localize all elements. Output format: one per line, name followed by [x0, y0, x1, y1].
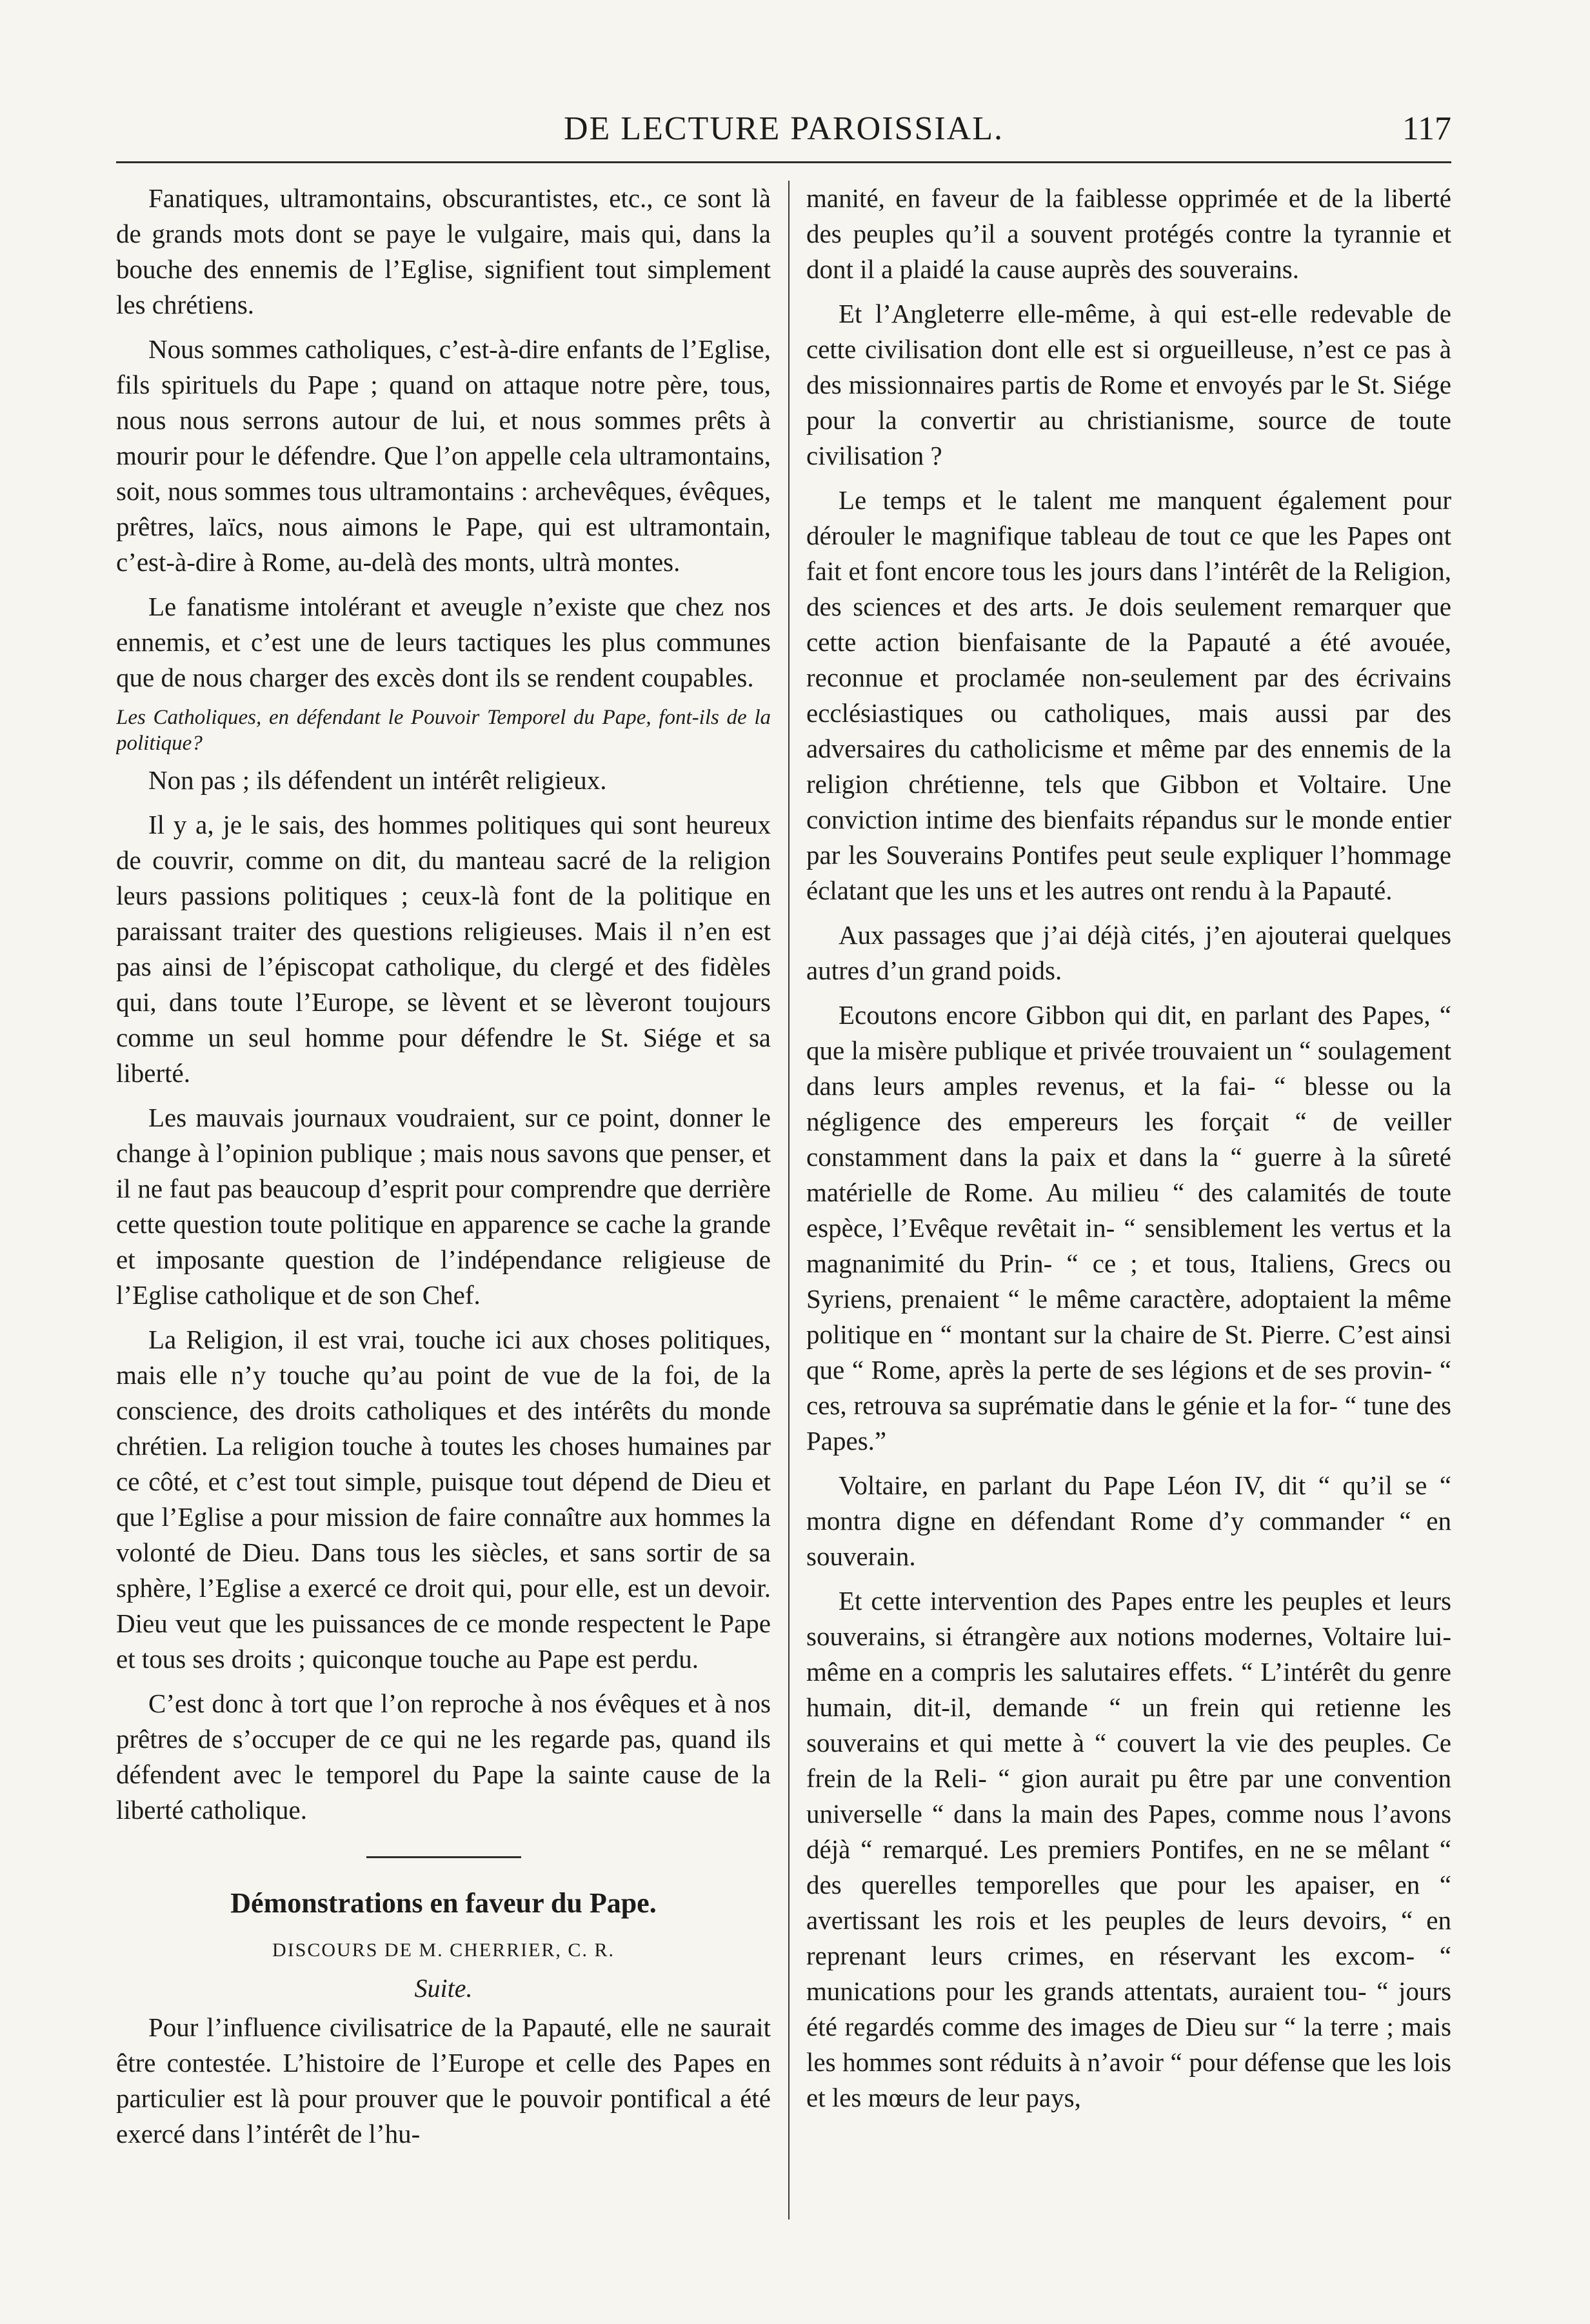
left-column	[116, 181, 771, 2219]
section-divider	[116, 1837, 771, 1872]
page-number: 117	[1402, 110, 1451, 147]
byline: DISCOURS DE M. CHERRIER, C. R.	[272, 1939, 615, 1961]
continuation-label: Suite.	[414, 1974, 473, 2003]
column-divider	[788, 181, 790, 2219]
paragraph: La Religion, il est vrai, touche ici aux choses politiques, mais elle n’y touche qu’au point de vue de la foi, de la conscience, des droits catholiques et des intérêts du monde chrétien. La religion touche à toutes les choses humaines par ce côté, et c’est tout simple, puisque tout dépend de Dieu et que l’Eglise a pour mission de faire connaître aux hommes la volonté de Dieu. Dans tous les siècles, et sans sortir de sa sphère, l’Eglise a exercé ce droit qui, pour elle, est un devoir. Dieu veut que les puissances de ce monde respectent le Pape et tous ses droits ; quiconque touche au Pape est perdu.	[116, 1325, 771, 1674]
paragraph: Fanatiques, ultramontains, obscurantistes, etc., ce sont là de grands mots dont se paye le vulgaire, mais qui, dans la bouche des ennemis de l’Eglise, signifient tout simplement les chrétiens.	[116, 183, 771, 319]
section-title: Démonstrations en faveur du Pape.	[230, 1887, 657, 1919]
paragraph: Il y a, je le sais, des hommes politiques qui sont heureux de couvrir, comme on dit, du manteau sacré de la religion leurs passions politiques ; ceux-là font de la politique en paraissant traiter des questions religieuses. Mais il n’en est pas ainsi de l’épiscopat catholique, du clergé et des fidèles qui, dans toute l’Europe, se lèvent et se lèveront toujours comme un seul homme pour défendre le St. Siége et sa liberté.	[116, 810, 771, 1088]
right-column	[806, 181, 1451, 2219]
paragraph: Le fanatisme intolérant et aveugle n’existe que chez nos ennemis, et c’est une de leurs tactiques les plus communes que de nous charger des excès dont ils se rendent coupables.	[116, 592, 771, 692]
paragraph: Ecoutons encore Gibbon qui dit, en parlant des Papes, “ que la misère publique et privée trouvaient un “ soulagement dans leurs amples revenus, et la fai- “ blesse ou la négligence des empereurs les forçait “ de veiller constamment dans la paix et dans la “ guerre à la sûreté matérielle de Rome. Au milieu “ des calamités de toute espèce, l’Evêque revêtait in- “ sensiblement les vertus et la magnanimité du Prin- “ ce ; et tous, Italiens, Grecs ou Syriens, prenaient “ le même caractère, adoptaient la même politique en “ montant sur la chaire de St. Pierre. C’est ainsi que “ Rome, après la perte de ses légions et de ses provin- “ ces, retrouva sa suprématie dans le génie et la for- “ tune des Papes.”	[806, 1000, 1451, 1456]
paragraph: manité, en faveur de la faiblesse opprimée et de la liberté des peuples qu’il a souvent protégés contre la tyrannie et dont il a plaidé la cause auprès des souverains.	[806, 183, 1451, 284]
paragraph: Non pas ; ils défendent un intérêt religieux.	[148, 765, 607, 795]
paragraph: Voltaire, en parlant du Pape Léon IV, dit “ qu’il se “ montra digne en défendant Rome d’y commander “ en souverain.	[806, 1470, 1451, 1571]
paragraph: Pour l’influence civilisatrice de la Papauté, elle ne saurait être contestée. L’histoire de l’Europe et celle des Papes en particulier est là pour prouver que le pouvoir pontifical a été exercé dans l’intérêt de l’hu-	[116, 2012, 771, 2149]
paragraph: Aux passages que j’ai déjà cités, j’en ajouterai quelques autres d’un grand poids.	[806, 920, 1451, 985]
question-heading: Les Catholiques, en défendant le Pouvoir Temporel du Pape, font-ils de la politique?	[116, 706, 771, 755]
paragraph: Les mauvais journaux voudraient, sur ce point, donner le change à l’opinion publique ; mais nous savons que penser, et il ne faut pas beaucoup d’esprit pour comprendre que derrière cette question toute politique en apparence se cache la grande et imposante question de l’indépendance religieuse de l’Eglise catholique et de son Chef.	[116, 1103, 771, 1310]
paragraph: Et cette intervention des Papes entre les peuples et leurs souverains, si étrangère aux notions modernes, Voltaire lui-même en a compris les salutaires effets. “ L’intérêt du genre humain, dit-il, demande “ un frein qui retienne les souverains et qui mette à “ couvert la vie des peuples. Ce frein de la Reli- “ gion aurait pu être par une convention universelle “ dans la main des Papes, comme nous l’avons déjà “ remarqué. Les premiers Pontifes, en ne se mêlant “ des querelles temporelles que pour les apaiser, en “ avertissant les rois et les peuples de leurs devoirs, “ en reprenant leurs crimes, en réservant les excom- “ munications pour les grands attentats, auraient tou- “ jours été regardés comme des images de Dieu sur “ la terre ; mais les hommes sont réduits à n’avoir “ pour défense que les lois et les mœurs de leur pays,	[806, 1586, 1451, 2112]
running-header	[116, 110, 1451, 163]
paragraph: Le temps et le talent me manquent également pour dérouler le magnifique tableau de tout ce que les Papes ont fait et font encore tous les jours dans l’intérêt de la Religion, des sciences et des arts. Je dois seulement remarquer que cette action bienfaisante de la Papauté a été avouée, reconnue et proclamée non-seulement par des écrivains ecclésiastiques ou catholiques, mais aussi par des adversaires du catholicisme et même par des ennemis de la religion chrétienne, tels que Gibbon et Voltaire. Une conviction intime des bienfaits répandus sur le monde entier par les Souverains Pontifes peut seule expliquer l’hommage éclatant que les uns et les autres ont rendu à la Papauté.	[806, 485, 1451, 905]
paragraph: C’est donc à tort que l’on reproche à nos évêques et à nos prêtres de s’occuper de ce qui ne les regarde pas, quand ils défendent avec le temporel du Pape la sainte cause de la liberté catholique.	[116, 1688, 771, 1825]
running-title: DE LECTURE PAROISSIAL.	[563, 110, 1004, 147]
paragraph: Nous sommes catholiques, c’est-à-dire enfants de l’Eglise, fils spirituels du Pape ; quand on attaque notre père, tous, nous nous serrons autour de lui, et nous sommes prêts à mourir pour le défendre. Que l’on appelle cela ultramontains, soit, nous sommes tous ultramontains : archevêques, évêques, prêtres, laïcs, nous aimons le Pape, qui est ultramontain, c’est-à-dire à Rome, au-delà des monts, ultrà montes.	[116, 334, 771, 577]
paragraph: Et l’Angleterre elle-même, à qui est-elle redevable de cette civilisation dont elle est si orgueilleuse, n’est ce pas à des missionnaires partis de Rome et envoyés par le St. Siége pour la convertir au christianisme, source de toute civilisation ?	[806, 299, 1451, 470]
